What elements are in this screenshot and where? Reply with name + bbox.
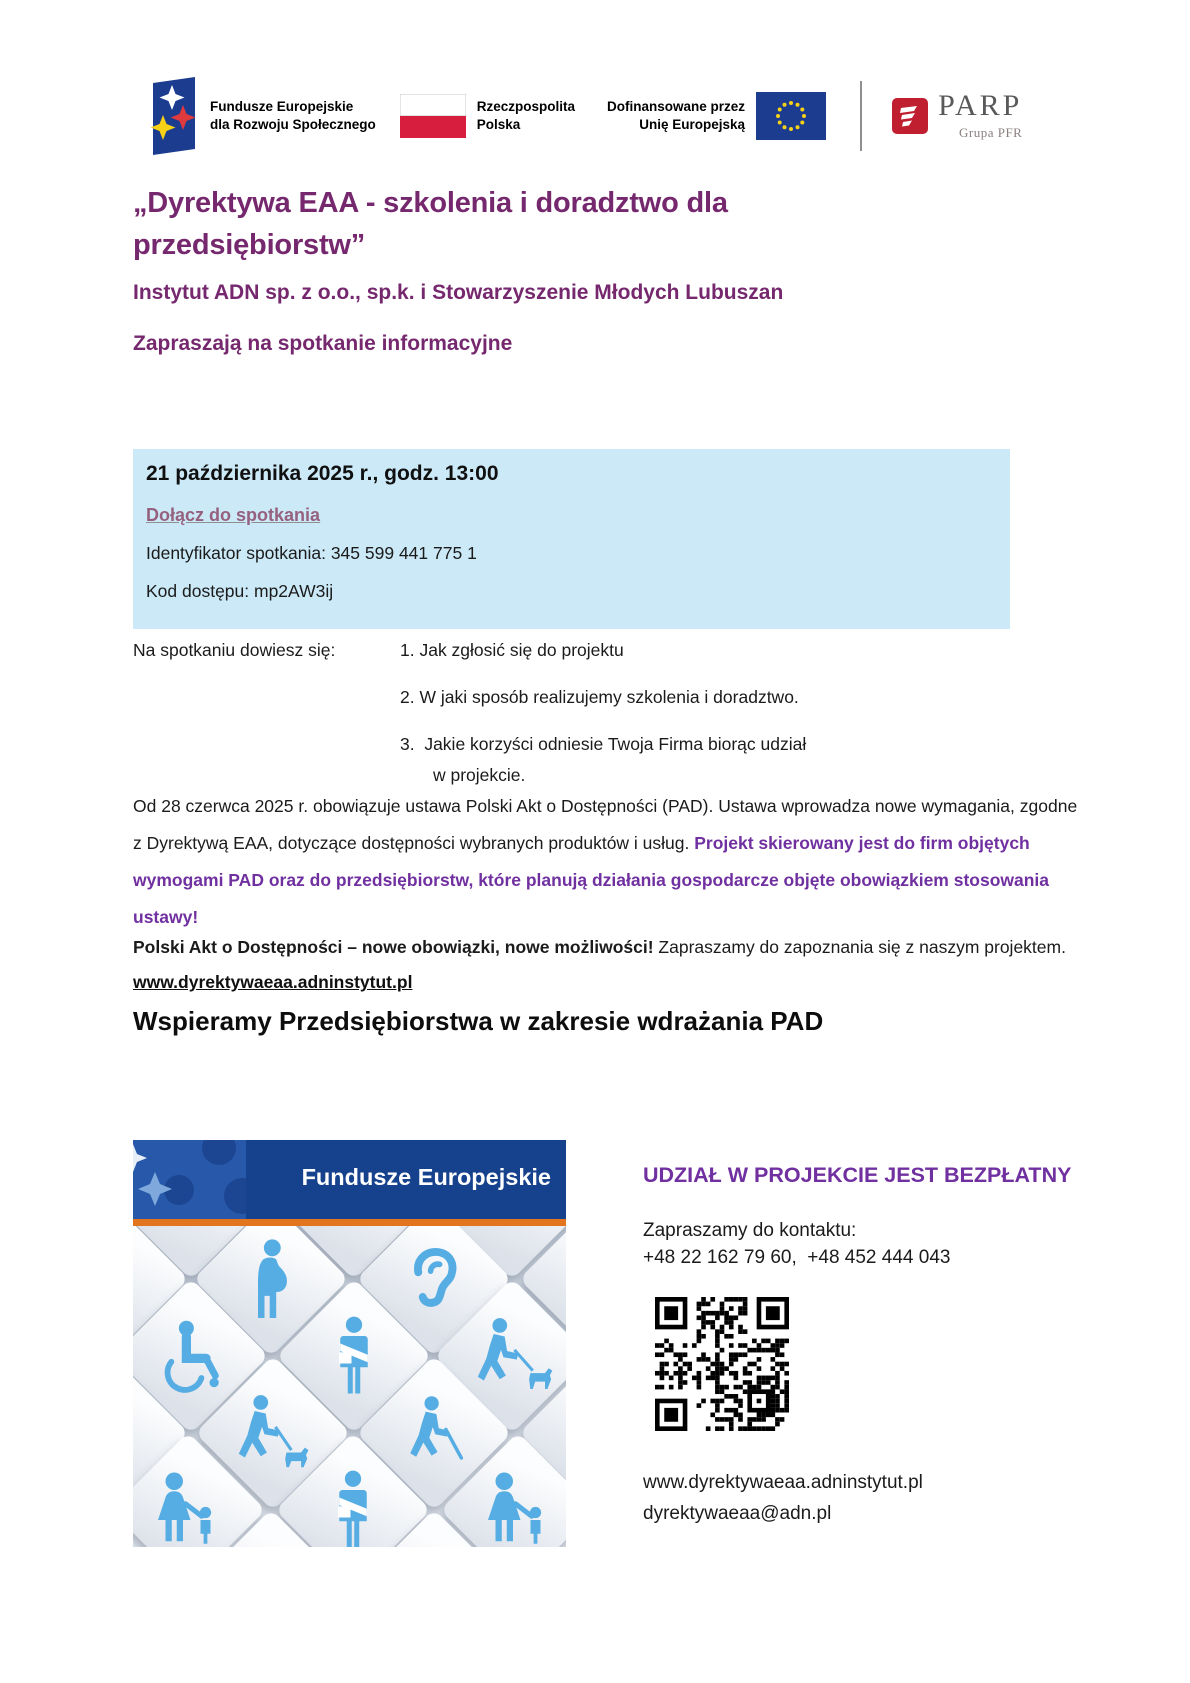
logos-divider bbox=[860, 81, 862, 151]
pad-intro-text: Od 28 czerwca 2025 r. obowiązuje ustawa Polski Akt o Dostępności (PAD). Ustawa wprowadza nowe wymagania, zgodne z Dyrektywą EAA, dotyczące dostępności wybranych produktów i usług. bbox=[133, 796, 1083, 853]
agenda-item-3-continuation: w projekcie. bbox=[433, 765, 526, 785]
poland-logo-line1: Rzeczpospolita bbox=[476, 99, 576, 115]
free-participation-heading: UDZIAŁ W PROJEKCIE JEST BEZPŁATNY bbox=[643, 1163, 1072, 1187]
meeting-id: Identyfikator spotkania: 345 599 441 775 1 bbox=[146, 543, 477, 563]
agenda-item-3: 3. Jakie korzyści odniesie Twoja Firma biorąc udział bbox=[400, 734, 807, 754]
parp-logo bbox=[892, 91, 1022, 141]
eu-flag-icon bbox=[756, 92, 826, 140]
parp-mark-icon bbox=[892, 98, 928, 134]
meeting-datetime: 21 października 2025 r., godz. 13:00 bbox=[146, 462, 499, 485]
pad-follow-text: Zapraszamy do zapoznania się z naszym projektem. bbox=[653, 937, 1076, 957]
join-meeting-link[interactable]: Dołącz do spotkania bbox=[146, 505, 321, 525]
footer-email-link[interactable]: dyrektywaeaa@adn.pl bbox=[643, 1503, 832, 1525]
eu-funds-flag-icon bbox=[145, 77, 201, 155]
hearing-icon bbox=[216, 1532, 326, 1547]
pad-intro-paragraph bbox=[133, 788, 1083, 936]
funding-logos-bar bbox=[145, 75, 1055, 157]
agenda-item-2: 2. W jaki sposób realizujemy szkolenia i doradztwo. bbox=[400, 687, 799, 707]
contact-label: Zapraszamy do kontaktu: bbox=[643, 1220, 857, 1241]
contact-column bbox=[643, 1163, 1113, 1530]
eu-cofunded-line1: Dofinansowane przez bbox=[607, 99, 746, 115]
contact-phones: +48 22 162 79 60, +48 452 444 043 bbox=[643, 1247, 951, 1268]
agenda-label: Na spotkaniu dowiesz się: bbox=[133, 640, 336, 660]
eu-funds-logo bbox=[145, 77, 376, 155]
project-website-link[interactable]: www.dyrektywaeaa.adninstytut.pl bbox=[133, 972, 413, 992]
invite-line: Zapraszają na spotkanie informacyjne bbox=[133, 332, 513, 356]
parp-name: PARP bbox=[938, 89, 1023, 122]
eu-cofunded-line2: Unię Europejską bbox=[639, 117, 746, 132]
eu-cofunded-logo bbox=[607, 92, 826, 140]
person-icon bbox=[379, 1532, 489, 1547]
banner-stars-decoration-icon bbox=[133, 1140, 246, 1219]
meeting-access-code: Kod dostępu: mp2AW3ij bbox=[146, 581, 334, 601]
page-title: „Dyrektywa EAA - szkolenia i doradztwo dla przedsiębiorstw” bbox=[133, 187, 728, 262]
qr-code bbox=[655, 1297, 789, 1431]
support-heading: Wspieramy Przedsiębiorstwa w zakresie wdrażania PAD bbox=[133, 1006, 824, 1036]
agenda-item-1: 1. Jak zgłosić się do projektu bbox=[400, 640, 624, 660]
eu-funds-logo-line1: Fundusze Europejskie bbox=[210, 99, 354, 115]
poland-logo-line2: Polska bbox=[476, 117, 521, 132]
banner-header bbox=[133, 1140, 566, 1219]
title-block bbox=[133, 182, 1073, 356]
parp-group-label: Grupa PFR bbox=[958, 125, 1023, 140]
banner-orange-bar bbox=[133, 1219, 566, 1226]
pad-highlight-text: Projekt skierowany jest do firm objętych wymogami PAD oraz do przedsiębiorstw, które planują działania gospodarcze objęte obowiązkiem stosowania ustawy! bbox=[133, 833, 1054, 927]
footer-website-link[interactable]: www.dyrektywaeaa.adninstytut.pl bbox=[643, 1472, 923, 1493]
banner-title: Fundusze Europejskie bbox=[301, 1164, 551, 1190]
eu-funds-logo-line2: dla Rozwoju Społecznego bbox=[210, 117, 376, 132]
agenda-section bbox=[133, 640, 1053, 812]
agenda-list bbox=[400, 640, 806, 812]
poland-logo bbox=[400, 94, 575, 138]
accessibility-banner-image bbox=[133, 1140, 566, 1547]
organizers-line: Instytut ADN sp. z o.o., sp.k. i Stowarzyszenie Młodych Lubuszan bbox=[133, 281, 784, 305]
pad-bold-lead: Polski Akt o Dostępności – nowe obowiązki, nowe możliwości! bbox=[133, 937, 654, 957]
poland-flag-icon bbox=[400, 94, 466, 138]
meeting-info-box bbox=[133, 449, 1010, 629]
pad-invite-paragraph bbox=[133, 930, 1083, 1000]
